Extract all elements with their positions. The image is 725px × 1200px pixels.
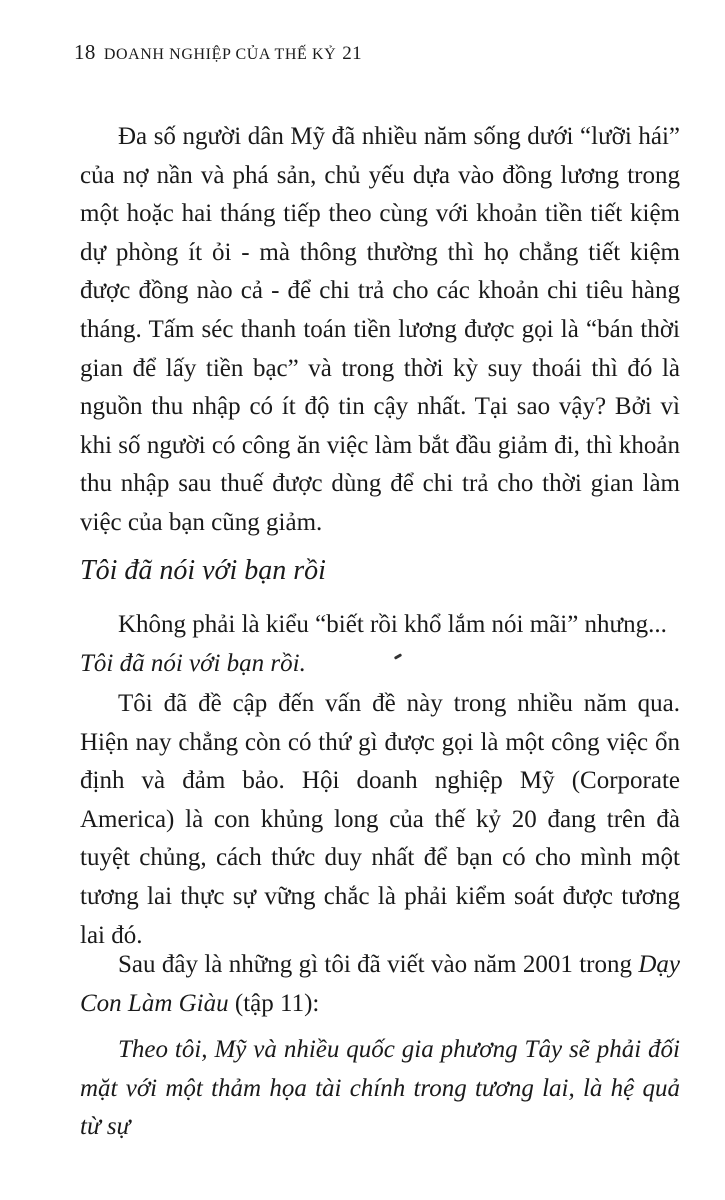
paragraph-2-line-1: Không phải là kiểu “biết rồi khổ lắm nói mãi” nhưng...: [118, 611, 667, 638]
paragraph-1: Đa số người dân Mỹ đã nhiều năm sống dưới “lưỡi hái” của nợ nần và phá sản, chủ yếu dựa vào đồng lương trong một hoặc hai tháng tiếp theo cùng với khoản tiền tiết kiệm dự phòng ít ỏi - mà thông thường thì họ chẳng tiết kiệm được đồng nào cả - để chi trả cho các khoản chi tiêu hàng tháng. Tấm séc thanh toán tiền lương được gọi là “bán thời gian để lấy tiền bạc” và trong thời kỳ suy thoái thì đó là nguồn thu nhập có ít độ tin cậy nhất. Tại sao vậy? Bởi vì khi số người có công ăn việc làm bắt đầu giảm đi, thì khoản thu nhập sau thuế được dùng để chi trả cho thời gian làm việc của bạn cũng giảm.: [80, 123, 680, 536]
paragraph-3: Tôi đã đề cập đến vấn đề này trong nhiều năm qua. Hiện nay chẳng còn có thứ gì được gọi là một công việc ổn định và đảm bảo. Hội doanh nghiệp Mỹ (Corporate America) là con khủng long của thế kỷ 20 đang trên đà tuyệt chủng, cách thức duy nhất để bạn có cho mình một tương lai thực sự vững chắc là phải kiểm soát được tương lai đó.: [80, 690, 680, 949]
quote-paragraph: Theo tôi, Mỹ và nhiều quốc gia phương Tây sẽ phải đối mặt với một thảm họa tài chính trong tương lai, là hệ quả từ sự: [80, 1036, 680, 1141]
paragraph-4-text: Sau đây là những gì tôi đã viết vào năm 2001 trong: [118, 951, 639, 978]
paragraph-4: [80, 946, 680, 1023]
paragraph-4-after: (tập 11):: [228, 989, 320, 1017]
paragraph-2: [80, 606, 680, 683]
book-reference: Dạy Con Làm Giàu: [80, 951, 680, 1017]
page-number: 18: [74, 40, 96, 64]
running-head: [74, 40, 362, 65]
section-heading: Tôi đã nói với bạn rồi: [80, 555, 326, 586]
book-title-number: 21: [342, 43, 363, 64]
book-title-header: DOANH NGHIỆP CỦA THẾ KỶ: [103, 46, 337, 63]
paragraph-2-line-2: Tôi đã nói với bạn rồi.: [80, 649, 306, 677]
